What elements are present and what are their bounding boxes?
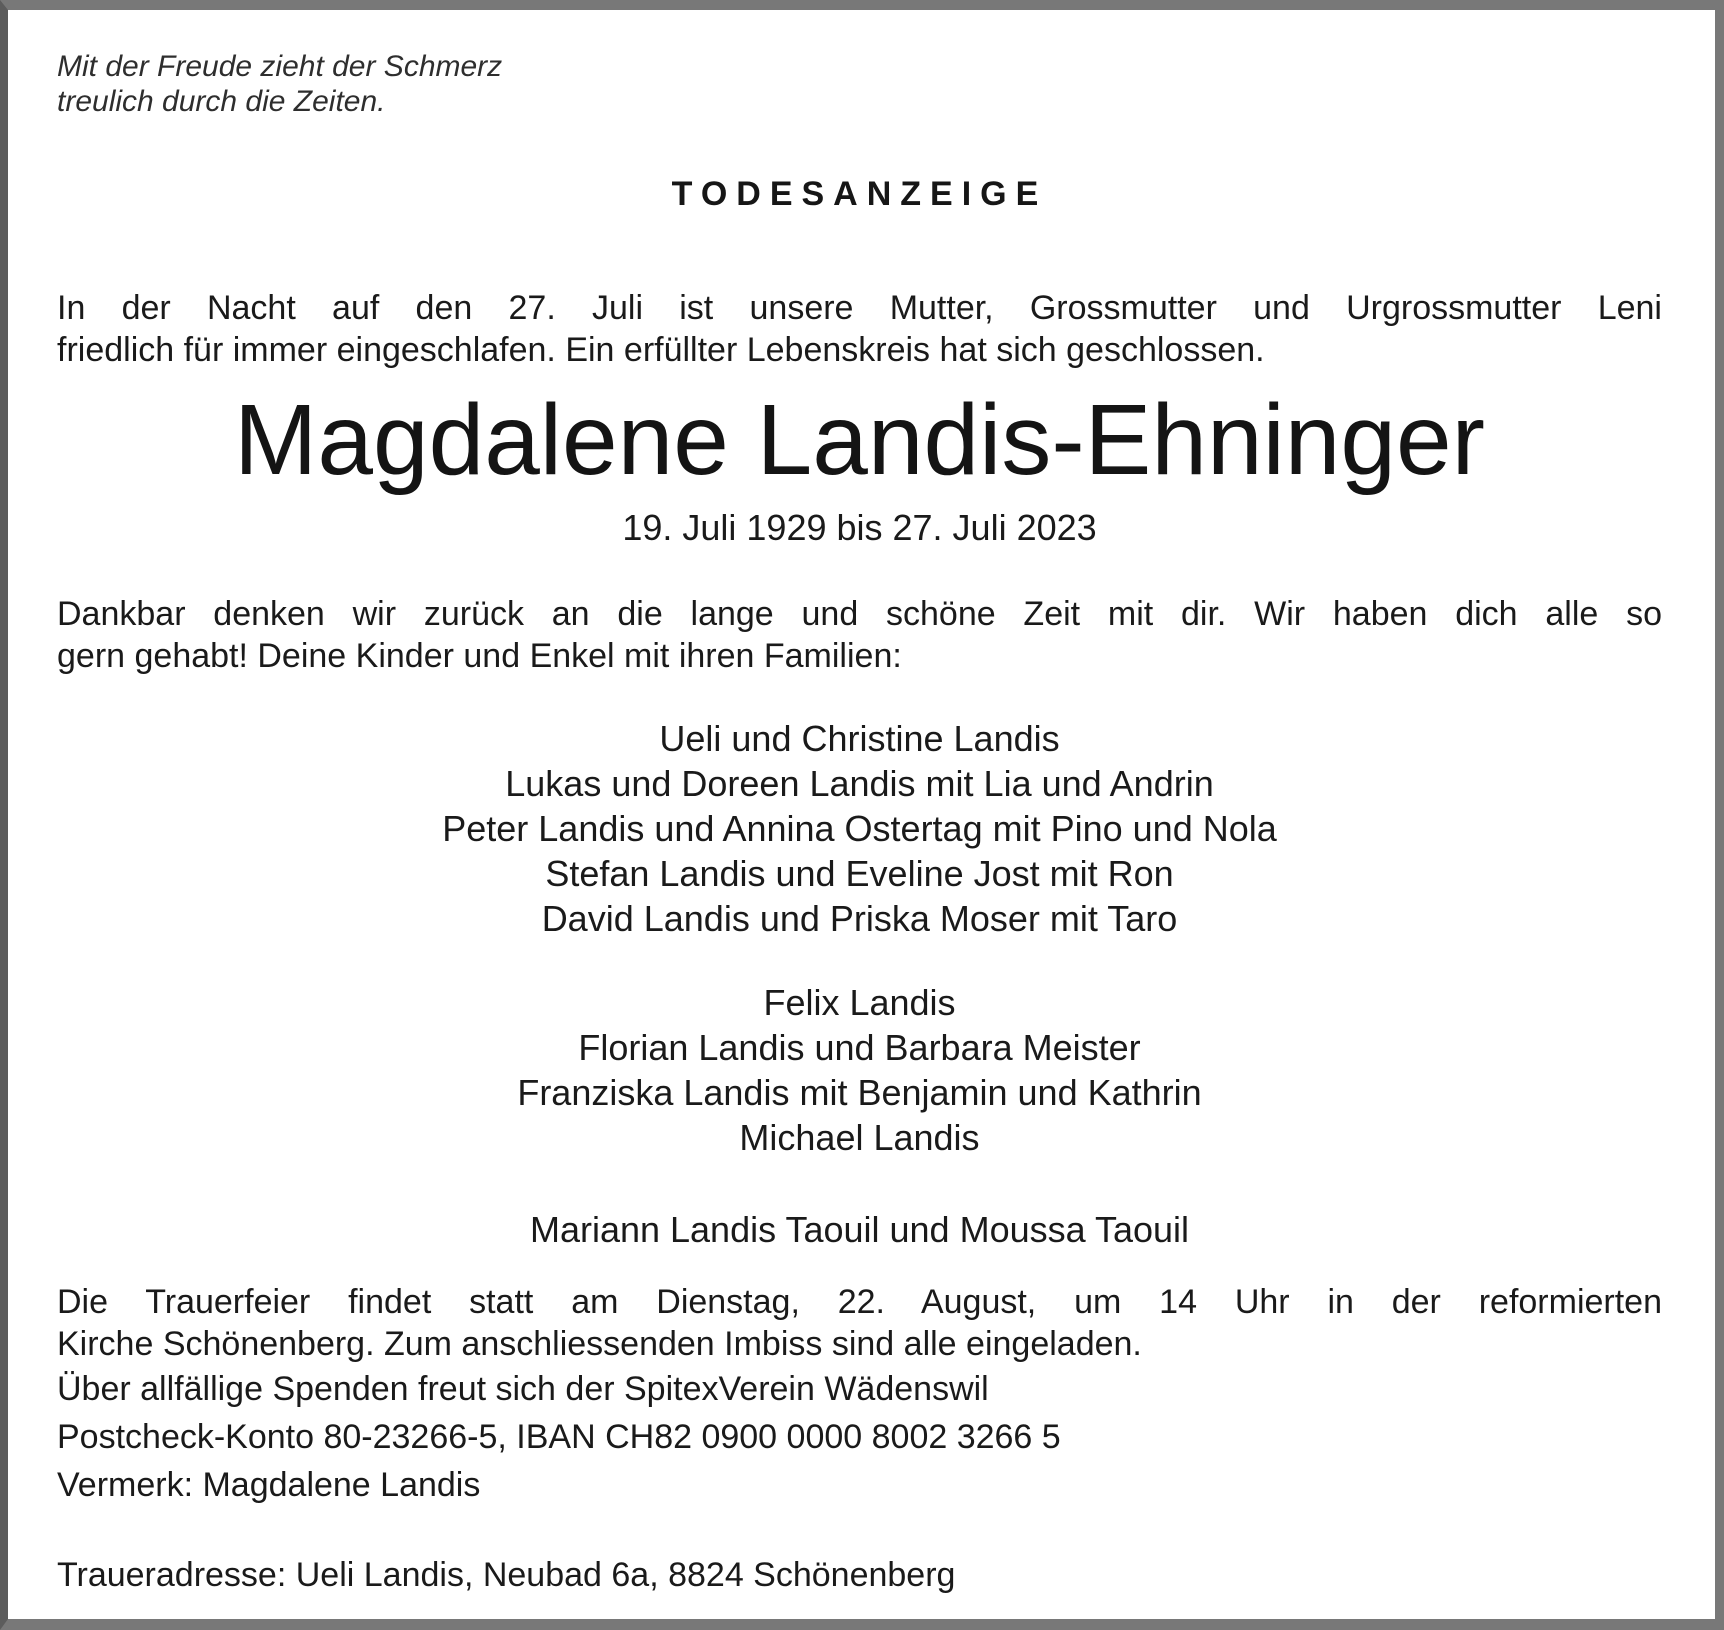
donations-line: Über allfällige Spenden freut sich der SpitexVerein Wädenswil xyxy=(57,1370,989,1408)
family-line: Ueli und Christine Landis xyxy=(659,718,1060,759)
mourning-address: Traueradresse: Ueli Landis, Neubad 6a, 8824 Schönenberg xyxy=(57,1556,956,1594)
life-dates: 19. Juli 1929 bis 27. Juli 2023 xyxy=(622,507,1097,548)
epigraph-quote xyxy=(57,49,1662,119)
donations-line: Postcheck-Konto 80-23266-5, IBAN CH82 0900 0000 8002 3266 5 xyxy=(57,1418,1061,1456)
deceased-name: Magdalene Landis-Ehninger xyxy=(234,384,1485,496)
donations-info xyxy=(57,1365,1662,1509)
intro-line: friedlich für immer eingeschlafen. Ein erfüllter Lebenskreis hat sich geschlossen. xyxy=(57,331,1265,369)
intro-line: In der Nacht auf den 27. Juli ist unsere Mutter, Grossmutter und Urgrossmutter Leni xyxy=(57,289,1662,327)
intro-paragraph xyxy=(57,287,1662,371)
epigraph-line: Mit der Freude zieht der Schmerz xyxy=(57,50,503,83)
notice-kicker: TODESANZEIGE xyxy=(671,175,1048,213)
family-line: David Landis und Priska Moser mit Taro xyxy=(541,898,1178,939)
gratitude-paragraph xyxy=(57,593,1662,677)
family-group-third xyxy=(57,1207,1662,1252)
notice-content xyxy=(8,49,1715,1630)
family-line: Stefan Landis und Eveline Jost mit Ron xyxy=(545,853,1174,894)
family-line: Peter Landis und Annina Ostertag mit Pino und Nola xyxy=(442,808,1277,849)
funeral-line: Die Trauerfeier findet statt am Dienstag, 22. August, um 14 Uhr in der reformierten xyxy=(57,1283,1662,1321)
family-line: Michael Landis xyxy=(739,1117,980,1158)
funeral-paragraph xyxy=(57,1281,1662,1365)
family-line: Felix Landis xyxy=(763,982,956,1023)
family-line: Lukas und Doreen Landis mit Lia und Andrin xyxy=(505,763,1214,804)
family-line: Mariann Landis Taouil und Moussa Taouil xyxy=(529,1209,1190,1250)
family-group-second xyxy=(57,980,1662,1160)
funeral-line: Kirche Schönenberg. Zum anschliessenden Imbiss sind alle eingeladen. xyxy=(57,1325,1142,1363)
family-group-children xyxy=(57,716,1662,941)
gratitude-line: Dankbar denken wir zurück an die lange und schöne Zeit mit dir. Wir haben dich alle so xyxy=(57,595,1662,633)
epigraph-line: treulich durch die Zeiten. xyxy=(57,85,386,118)
gratitude-line: gern gehabt! Deine Kinder und Enkel mit ihren Familien: xyxy=(57,637,902,675)
donations-line: Vermerk: Magdalene Landis xyxy=(57,1466,481,1504)
family-line: Florian Landis und Barbara Meister xyxy=(578,1027,1141,1068)
family-line: Franziska Landis mit Benjamin und Kathrin xyxy=(517,1072,1202,1113)
